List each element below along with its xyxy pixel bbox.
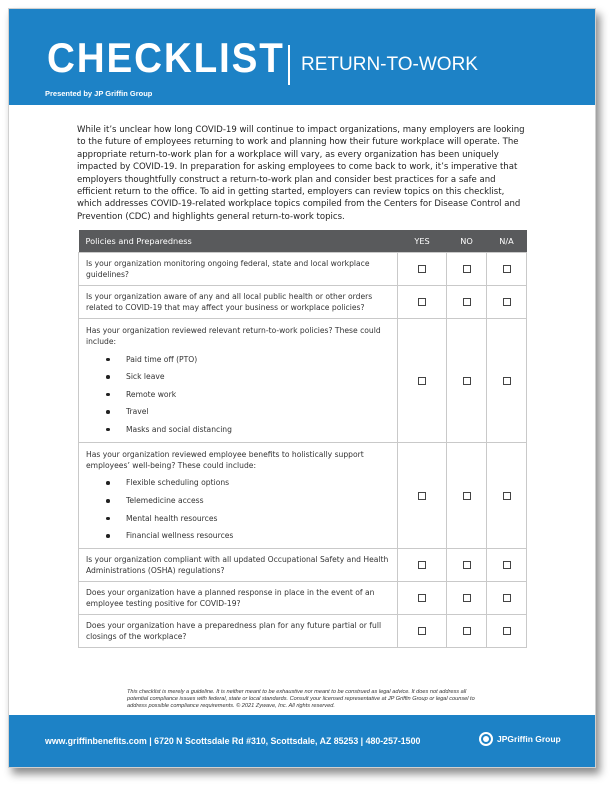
bullet-item: Telemedicine access [86, 495, 390, 506]
question-cell [79, 548, 398, 581]
footer-contact: www.griffinbenefits.com | 6720 N Scottsdale Rd #310, Scottsdale, AZ 85253 | 480-257-1500 [45, 736, 421, 746]
no-cell [447, 614, 487, 647]
bullet-item: Flexible scheduling options [86, 477, 390, 488]
table-row [79, 442, 527, 548]
bullet-item: Sick leave [86, 371, 390, 382]
question-text: Is your organization aware of any and all local public health or other orders related to COVID-19 that may affect your business or workplace policies? [86, 291, 373, 312]
yes-checkbox[interactable] [418, 492, 426, 500]
question-cell [79, 318, 398, 442]
question-cell [79, 614, 398, 647]
table-row [79, 285, 527, 318]
checklist-table [78, 230, 527, 648]
na-checkbox[interactable] [503, 561, 511, 569]
table-header-row [79, 230, 527, 252]
no-cell [447, 548, 487, 581]
na-cell [487, 285, 527, 318]
na-checkbox[interactable] [503, 627, 511, 635]
na-checkbox[interactable] [503, 594, 511, 602]
yes-checkbox[interactable] [418, 298, 426, 306]
checklist-rows [79, 252, 527, 647]
disclaimer: This checklist is merely a guideline. It is neither meant to be exhaustive nor meant to be construed as legal advice. It does not address all potential compliance issues with federal, state or local standards. Consult your licensed representative at JP Griffin Group or legal counsel to address possible compliance requirements. © 2021 Zywave, Inc. All rights reserved. [127, 689, 475, 710]
na-cell [487, 442, 527, 548]
presented-by: Presented by JP Griffin Group [45, 89, 153, 98]
na-checkbox[interactable] [503, 265, 511, 273]
bullet-list [86, 354, 390, 435]
title-divider [288, 45, 290, 85]
question-text: Is your organization monitoring ongoing federal, state and local workplace guidelines? [86, 258, 370, 279]
yes-checkbox[interactable] [418, 377, 426, 385]
yes-checkbox[interactable] [418, 561, 426, 569]
no-cell [447, 318, 487, 442]
bullet-list [86, 477, 390, 541]
section-header: Policies and Preparedness [79, 230, 398, 252]
question-cell [79, 581, 398, 614]
table-row [79, 318, 527, 442]
page-subtitle: RETURN-TO-WORK [301, 54, 478, 75]
yes-cell [398, 442, 447, 548]
na-column-header: N/A [487, 230, 527, 252]
yes-checkbox[interactable] [418, 594, 426, 602]
yes-column-header: YES [398, 230, 447, 252]
no-cell [447, 252, 487, 285]
bullet-item: Travel [86, 406, 390, 417]
no-cell [447, 581, 487, 614]
na-cell [487, 318, 527, 442]
na-checkbox[interactable] [503, 492, 511, 500]
no-checkbox[interactable] [463, 492, 471, 500]
table-row [79, 548, 527, 581]
no-column-header: NO [447, 230, 487, 252]
footer-logo [479, 732, 561, 746]
question-cell [79, 285, 398, 318]
yes-cell [398, 252, 447, 285]
jp-griffin-logo-icon [479, 732, 493, 746]
yes-checkbox[interactable] [418, 627, 426, 635]
no-checkbox[interactable] [463, 298, 471, 306]
bullet-item: Remote work [86, 389, 390, 400]
question-text: Does your organization have a planned response in place in the event of an employee testing positive for COVID-19? [86, 587, 375, 608]
yes-cell [398, 614, 447, 647]
question-text: Does your organization have a preparedness plan for any future partial or full closings of the workplace? [86, 620, 382, 641]
yes-cell [398, 581, 447, 614]
na-cell [487, 614, 527, 647]
no-cell [447, 285, 487, 318]
question-text: Is your organization compliant with all updated Occupational Safety and Health Administrations (OSHA) regulations? [86, 554, 389, 575]
yes-cell [398, 548, 447, 581]
yes-cell [398, 318, 447, 442]
na-checkbox[interactable] [503, 377, 511, 385]
no-checkbox[interactable] [463, 265, 471, 273]
table-row [79, 581, 527, 614]
no-checkbox[interactable] [463, 377, 471, 385]
question-cell [79, 252, 398, 285]
yes-checkbox[interactable] [418, 265, 426, 273]
no-checkbox[interactable] [463, 561, 471, 569]
na-cell [487, 548, 527, 581]
bullet-item: Masks and social distancing [86, 424, 390, 435]
bullet-item: Financial wellness resources [86, 530, 390, 541]
na-cell [487, 252, 527, 285]
no-checkbox[interactable] [463, 594, 471, 602]
footer-banner [9, 715, 595, 767]
question-text: Has your organization reviewed employee benefits to holistically support employees’ well-being? These could include: [86, 449, 364, 470]
bullet-item: Paid time off (PTO) [86, 354, 390, 365]
table-row [79, 614, 527, 647]
header-banner [9, 9, 595, 105]
bullet-item: Mental health resources [86, 513, 390, 524]
intro-paragraph: While it’s unclear how long COVID-19 will continue to impact organizations, many employers are looking to the future of employees returning to work and planning how their future workplace will operate. The appropriate return-to-work plan for a workplace will vary, as every organization has been uniquely impacted by COVID-19. In preparation for asking employees to come back to work, it’s imperative that employers thoughtfully construct a return-to-work plan and consider best practices for a safe and efficient return to the office. To aid in getting started, employers can review topics on this checklist, which addresses COVID-19-related workplace topics compiled from the Centers for Disease Control and Prevention (CDC) and highlights general return-to-work topics. [77, 125, 525, 222]
na-cell [487, 581, 527, 614]
question-text: Has your organization reviewed relevant return-to-work policies? These could include: [86, 326, 381, 347]
yes-cell [398, 285, 447, 318]
no-cell [447, 442, 487, 548]
table-row [79, 252, 527, 285]
no-checkbox[interactable] [463, 627, 471, 635]
question-cell [79, 442, 398, 548]
logo-text: JPGriffin Group [497, 734, 561, 744]
na-checkbox[interactable] [503, 298, 511, 306]
checklist-page [8, 8, 596, 768]
page-title: CHECKLIST [47, 34, 285, 81]
